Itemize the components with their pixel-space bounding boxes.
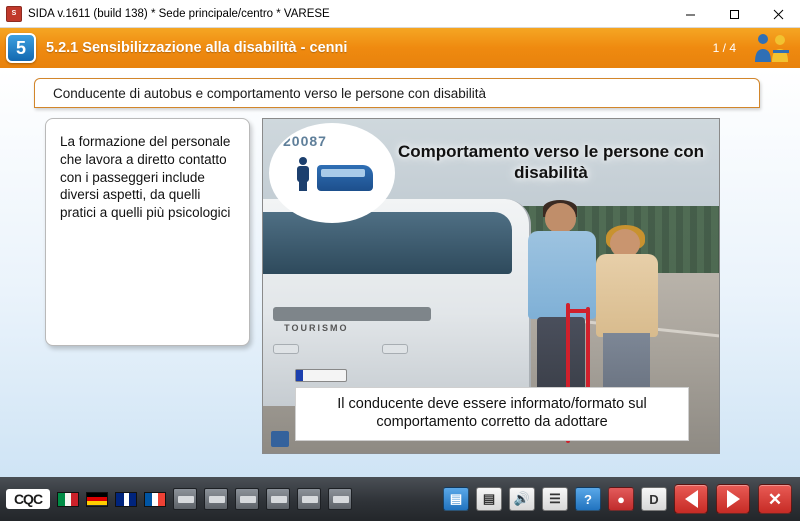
dictionary-button[interactable]: D: [641, 487, 667, 511]
lesson-header: [0, 28, 800, 68]
notes-button[interactable]: ▤: [476, 487, 502, 511]
next-slide-button[interactable]: [716, 484, 750, 514]
slide-banner: [34, 78, 760, 108]
subtitle-button-3[interactable]: [235, 488, 259, 510]
inset-bus-icon: [317, 165, 373, 191]
record-button[interactable]: ●: [608, 487, 634, 511]
slide-banner-text: Conducente di autobus e comportamento verso le persone con disabilità: [53, 85, 487, 101]
flag-uk-button[interactable]: [115, 492, 137, 507]
slide-text-card: [45, 118, 250, 346]
window-title: SIDA v.1611 (build 138) * Sede principale/centro * VARESE: [28, 7, 330, 20]
people-disability-icon: [750, 30, 794, 66]
page-title: 5.2.1 Sensibilizzazione alla disabilità - cenni: [46, 40, 348, 56]
bus-headlight-left: [273, 344, 299, 354]
sida-icon: S: [6, 6, 22, 22]
flag-germany-button[interactable]: [86, 492, 108, 507]
bottom-toolbar: [0, 477, 800, 521]
subtitle-button-2[interactable]: [204, 488, 228, 510]
photo-inset-circle: [271, 125, 393, 221]
subtitle-button-6[interactable]: [328, 488, 352, 510]
sida-watermark-icon: [271, 431, 289, 447]
close-button[interactable]: [756, 0, 800, 28]
bus-illustration: [262, 199, 531, 406]
inset-code: 20087: [283, 133, 327, 149]
chapter-badge: 5: [6, 33, 36, 63]
close-x-icon: ✕: [767, 489, 783, 509]
previous-slide-button[interactable]: [674, 484, 708, 514]
cqc-logo: CQC: [6, 489, 50, 509]
title-bar: [0, 0, 800, 28]
subtitle-button-5[interactable]: [297, 488, 321, 510]
subtitle-button-1[interactable]: [173, 488, 197, 510]
flag-france-button[interactable]: [144, 492, 166, 507]
help-button[interactable]: ?: [575, 487, 601, 511]
presentation-button[interactable]: ▤: [443, 487, 469, 511]
slide-left-text: La formazione del personale che lavora a diretto contatto con i passeggeri include diversi aspetti, da quelli pratici a quelli più psicologici: [60, 134, 231, 221]
close-lesson-button[interactable]: [758, 484, 792, 514]
slide-area: [0, 68, 800, 477]
driver-head: [545, 203, 576, 233]
minimize-button[interactable]: [668, 0, 712, 28]
subtitle-button-4[interactable]: [266, 488, 290, 510]
audio-button[interactable]: 🔊: [509, 487, 535, 511]
index-button[interactable]: ☰: [542, 487, 568, 511]
bus-windshield: [262, 212, 512, 274]
inset-person-icon: [297, 157, 309, 191]
photo-caption: Il conducente deve essere informato/formato sul comportamento corretto da adottare: [295, 387, 689, 441]
flag-italy-button[interactable]: [57, 492, 79, 507]
bus-grille: [273, 307, 431, 321]
window-controls: [668, 0, 800, 28]
bus-brand-label: TOURISMO: [284, 323, 349, 334]
bus-headlight-right: [382, 344, 408, 354]
page-counter: 1 / 4: [712, 41, 736, 55]
photo-overlay-title: Comportamento verso le persone con disabilità: [397, 142, 705, 183]
maximize-button[interactable]: [712, 0, 756, 28]
chevron-right-icon: [727, 490, 740, 508]
slide-photo: [262, 118, 720, 454]
chevron-left-icon: [685, 490, 698, 508]
bus-license-plate: [295, 369, 347, 382]
